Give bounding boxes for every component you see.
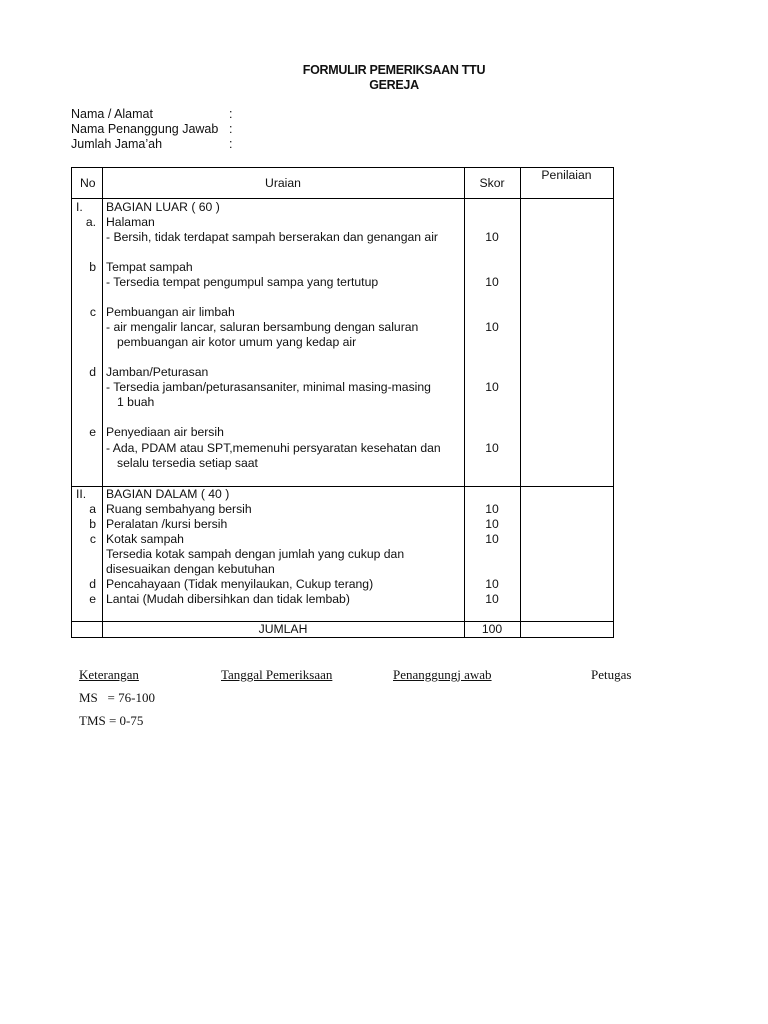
item-score: 10 <box>485 441 499 455</box>
item-desc: - Tersedia tempat pengumpul sampa yang tertutup <box>106 275 379 289</box>
item-name: Peralatan /kursi bersih <box>106 517 228 531</box>
item-score: 10 <box>485 532 499 546</box>
section1-number: I. <box>76 200 83 214</box>
item-desc: Tersedia kotak sampah dengan jumlah yang cukup dan <box>106 547 405 561</box>
item-score: 10 <box>485 230 499 244</box>
info-colon: : <box>229 137 233 151</box>
item-desc-cont: pembuangan air kotor umum yang kedap air <box>117 335 357 349</box>
tms-range: TMS = 0-75 <box>79 713 144 728</box>
info-colon: : <box>229 107 233 121</box>
total-score: 100 <box>481 622 503 636</box>
item-name: Jamban/Peturasan <box>106 365 209 379</box>
item-score: 10 <box>485 592 499 606</box>
item-score: 10 <box>485 517 499 531</box>
info-colon: : <box>229 122 233 136</box>
item-number: b <box>89 517 96 531</box>
header-uraian: Uraian <box>265 176 301 190</box>
keterangan-label: Keterangan <box>79 667 139 682</box>
item-desc-cont: disesuaikan dengan kebutuhan <box>106 562 275 576</box>
item-score: 10 <box>485 502 499 516</box>
item-score: 10 <box>485 320 499 334</box>
item-desc: - air mengalir lancar, saluran bersambung dengan saluran <box>106 320 419 334</box>
item-name: Pembuangan air limbah <box>106 305 235 319</box>
info-label-nama-alamat: Nama / Alamat <box>71 107 153 121</box>
info-label-penanggung-jawab: Nama Penanggung Jawab <box>71 122 219 136</box>
item-name: Kotak sampah <box>106 532 184 546</box>
item-desc: - Bersih, tidak terdapat sampah berserakan dan genangan air <box>106 230 438 244</box>
section2-number: II. <box>76 487 87 501</box>
item-number: e <box>89 425 96 439</box>
header-penilaian: Penilaian <box>541 168 592 182</box>
item-number: b <box>89 260 96 274</box>
item-number: d <box>89 577 96 591</box>
item-score: 10 <box>485 380 499 394</box>
item-desc: - Tersedia jamban/peturasansaniter, minimal masing-masing <box>106 380 431 394</box>
tanggal-pemeriksaan-label: Tanggal Pemeriksaan <box>221 667 333 682</box>
item-name: Penyediaan air bersih <box>106 425 224 439</box>
ms-range: MS = 76-100 <box>79 690 155 705</box>
section2-title: BAGIAN DALAM ( 40 ) <box>106 487 230 501</box>
header-skor: Skor <box>479 176 505 190</box>
penanggung-jawab-label: Penanggungj awab <box>393 667 492 682</box>
item-number: a. <box>85 215 96 229</box>
section1-title: BAGIAN LUAR ( 60 ) <box>106 200 220 214</box>
item-score: 10 <box>485 577 499 591</box>
item-name: Pencahayaan (Tidak menyilaukan, Cukup terang) <box>106 577 374 591</box>
form-subtitle: GEREJA <box>369 78 419 92</box>
petugas-label: Petugas <box>591 667 632 682</box>
item-number: a <box>89 502 96 516</box>
item-number: e <box>89 592 96 606</box>
item-number: c <box>89 305 96 319</box>
header-no: No <box>80 176 96 190</box>
item-name: Halaman <box>106 215 155 229</box>
item-desc-cont: selalu tersedia setiap saat <box>117 456 258 470</box>
item-name: Ruang sembahyang bersih <box>106 502 252 516</box>
info-label-jumlah-jamaah: Jumlah Jama’ah <box>71 137 163 151</box>
item-name: Lantai (Mudah dibersihkan dan tidak lembab) <box>106 592 350 606</box>
item-number: d <box>89 365 96 379</box>
form-title: FORMULIR PEMERIKSAAN TTU <box>302 63 486 77</box>
item-score: 10 <box>485 275 499 289</box>
item-name: Tempat sampah <box>106 260 193 274</box>
item-desc: - Ada, PDAM atau SPT,memenuhi persyaratan kesehatan dan <box>106 441 441 455</box>
item-desc-cont: 1 buah <box>117 395 155 409</box>
item-number: c <box>89 532 96 546</box>
total-label: JUMLAH <box>258 622 308 636</box>
